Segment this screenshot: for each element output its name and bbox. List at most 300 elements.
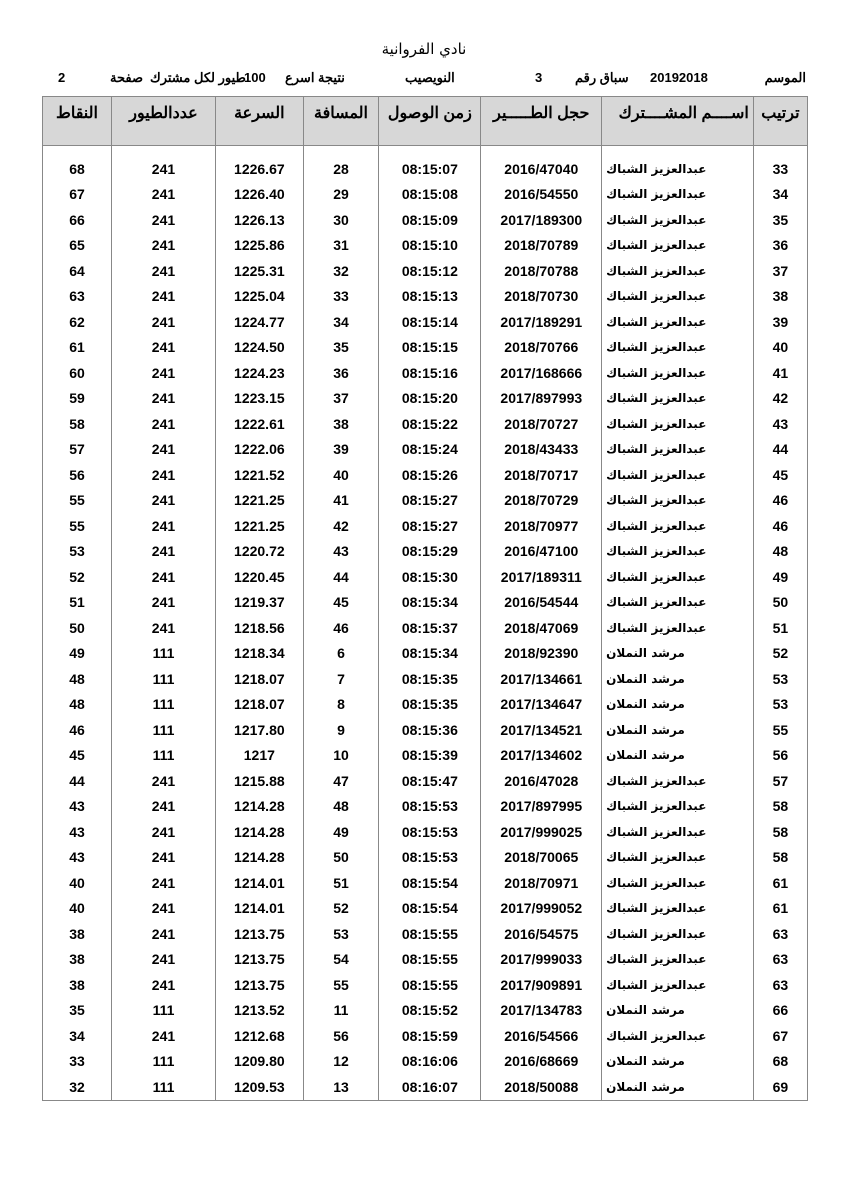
cell-rank: 41 [753, 360, 807, 386]
cell-points: 50 [43, 615, 112, 641]
cell-time: 08:15:39 [379, 743, 481, 769]
cell-speed: 1214.28 [215, 819, 303, 845]
cell-points: 33 [43, 1049, 112, 1075]
cell-time: 08:15:10 [379, 233, 481, 259]
cell-speed: 1214.01 [215, 870, 303, 896]
cell-distance: 29 [303, 182, 379, 208]
cell-ring: 2017/134647 [481, 692, 602, 718]
cell-name: عبدالعزيز الشباك [602, 386, 754, 412]
table-row [43, 615, 808, 641]
cell-birds: 241 [112, 590, 216, 616]
cell-name: عبدالعزيز الشباك [602, 488, 754, 514]
cell-points: 44 [43, 768, 112, 794]
cell-points: 57 [43, 437, 112, 463]
table-row [43, 233, 808, 259]
cell-speed: 1225.86 [215, 233, 303, 259]
cell-rank: 61 [753, 896, 807, 922]
table-row [43, 998, 808, 1024]
cell-ring: 2016/47040 [481, 156, 602, 182]
cell-rank: 46 [753, 488, 807, 514]
cell-birds: 241 [112, 156, 216, 182]
cell-name: مرشد النملان [602, 717, 754, 743]
cell-points: 67 [43, 182, 112, 208]
cell-time: 08:15:13 [379, 284, 481, 310]
cell-speed: 1214.28 [215, 845, 303, 871]
cell-ring: 2017/189291 [481, 309, 602, 335]
cell-distance: 9 [303, 717, 379, 743]
cell-distance: 39 [303, 437, 379, 463]
cell-speed: 1225.31 [215, 258, 303, 284]
cell-rank: 57 [753, 768, 807, 794]
table-row [43, 870, 808, 896]
cell-ring: 2017/897993 [481, 386, 602, 412]
cell-rank: 68 [753, 1049, 807, 1075]
cell-points: 68 [43, 156, 112, 182]
cell-birds: 241 [112, 539, 216, 565]
cell-points: 43 [43, 794, 112, 820]
cell-distance: 47 [303, 768, 379, 794]
cell-rank: 52 [753, 641, 807, 667]
table-row [43, 437, 808, 463]
table-row [43, 1049, 808, 1075]
cell-distance: 32 [303, 258, 379, 284]
cell-rank: 35 [753, 207, 807, 233]
cell-points: 38 [43, 921, 112, 947]
cell-distance: 35 [303, 335, 379, 361]
table-row [43, 156, 808, 182]
cell-speed: 1213.52 [215, 998, 303, 1024]
cell-birds: 241 [112, 411, 216, 437]
cell-speed: 1212.68 [215, 1023, 303, 1049]
cell-name: مرشد النملان [602, 641, 754, 667]
cell-name: مرشد النملان [602, 1049, 754, 1075]
cell-time: 08:15:12 [379, 258, 481, 284]
cell-speed: 1220.45 [215, 564, 303, 590]
cell-rank: 66 [753, 998, 807, 1024]
cell-time: 08:15:59 [379, 1023, 481, 1049]
cell-birds: 241 [112, 896, 216, 922]
cell-ring: 2017/897995 [481, 794, 602, 820]
table-row [43, 692, 808, 718]
race-location: النويصيب [405, 70, 455, 85]
table-row [43, 972, 808, 998]
cell-ring: 2018/92390 [481, 641, 602, 667]
table-row [43, 513, 808, 539]
cell-rank: 55 [753, 717, 807, 743]
cell-birds: 111 [112, 692, 216, 718]
table-row [43, 360, 808, 386]
cell-birds: 111 [112, 743, 216, 769]
cell-rank: 50 [753, 590, 807, 616]
cell-distance: 10 [303, 743, 379, 769]
cell-speed: 1218.07 [215, 666, 303, 692]
cell-ring: 2018/70065 [481, 845, 602, 871]
cell-time: 08:15:20 [379, 386, 481, 412]
cell-distance: 33 [303, 284, 379, 310]
cell-speed: 1213.75 [215, 972, 303, 998]
cell-birds: 241 [112, 819, 216, 845]
cell-distance: 52 [303, 896, 379, 922]
cell-points: 61 [43, 335, 112, 361]
cell-time: 08:15:34 [379, 590, 481, 616]
cell-speed: 1225.04 [215, 284, 303, 310]
cell-distance: 42 [303, 513, 379, 539]
cell-rank: 58 [753, 819, 807, 845]
table-row [43, 947, 808, 973]
cell-time: 08:16:06 [379, 1049, 481, 1075]
cell-points: 58 [43, 411, 112, 437]
cell-rank: 43 [753, 411, 807, 437]
cell-rank: 38 [753, 284, 807, 310]
cell-rank: 39 [753, 309, 807, 335]
cell-points: 64 [43, 258, 112, 284]
cell-rank: 69 [753, 1074, 807, 1100]
cell-name: عبدالعزيز الشباك [602, 437, 754, 463]
cell-points: 48 [43, 666, 112, 692]
cell-points: 38 [43, 947, 112, 973]
table-row [43, 794, 808, 820]
cell-points: 48 [43, 692, 112, 718]
cell-speed: 1213.75 [215, 921, 303, 947]
cell-distance: 11 [303, 998, 379, 1024]
cell-points: 35 [43, 998, 112, 1024]
cell-speed: 1220.72 [215, 539, 303, 565]
col-rank-header: ترتيب [753, 97, 807, 146]
cell-birds: 111 [112, 998, 216, 1024]
cell-speed: 1218.34 [215, 641, 303, 667]
cell-points: 53 [43, 539, 112, 565]
cell-birds: 241 [112, 845, 216, 871]
cell-speed: 1224.77 [215, 309, 303, 335]
cell-distance: 40 [303, 462, 379, 488]
cell-name: عبدالعزيز الشباك [602, 768, 754, 794]
cell-ring: 2018/50088 [481, 1074, 602, 1100]
cell-birds: 241 [112, 233, 216, 259]
cell-distance: 44 [303, 564, 379, 590]
cell-name: عبدالعزيز الشباك [602, 539, 754, 565]
cell-points: 49 [43, 641, 112, 667]
cell-rank: 45 [753, 462, 807, 488]
cell-rank: 58 [753, 794, 807, 820]
cell-name: عبدالعزيز الشباك [602, 921, 754, 947]
cell-speed: 1223.15 [215, 386, 303, 412]
cell-distance: 31 [303, 233, 379, 259]
cell-ring: 2017/134521 [481, 717, 602, 743]
cell-time: 08:15:27 [379, 513, 481, 539]
cell-name: مرشد النملان [602, 1074, 754, 1100]
table-row [43, 411, 808, 437]
cell-time: 08:15:35 [379, 666, 481, 692]
cell-time: 08:15:54 [379, 870, 481, 896]
club-name: نادي الفروانية [381, 40, 467, 58]
cell-rank: 46 [753, 513, 807, 539]
cell-time: 08:15:22 [379, 411, 481, 437]
cell-birds: 111 [112, 1074, 216, 1100]
cell-speed: 1222.06 [215, 437, 303, 463]
cell-name: عبدالعزيز الشباك [602, 233, 754, 259]
cell-speed: 1224.23 [215, 360, 303, 386]
cell-name: عبدالعزيز الشباك [602, 870, 754, 896]
cell-rank: 63 [753, 921, 807, 947]
cell-name: عبدالعزيز الشباك [602, 896, 754, 922]
cell-birds: 111 [112, 641, 216, 667]
cell-rank: 36 [753, 233, 807, 259]
cell-birds: 241 [112, 615, 216, 641]
cell-rank: 63 [753, 972, 807, 998]
cell-ring: 2018/70766 [481, 335, 602, 361]
table-row [43, 717, 808, 743]
col-birds-header: عددالطيور [112, 97, 216, 146]
cell-speed: 1214.28 [215, 794, 303, 820]
col-ring-header: حجل الطـــــير [481, 97, 602, 146]
cell-speed: 1217 [215, 743, 303, 769]
table-body [43, 146, 808, 1101]
table-row [43, 666, 808, 692]
season-label: الموسم [764, 70, 806, 85]
cell-name: عبدالعزيز الشباك [602, 947, 754, 973]
cell-time: 08:15:47 [379, 768, 481, 794]
cell-speed: 1221.25 [215, 513, 303, 539]
table-row [43, 845, 808, 871]
cell-distance: 12 [303, 1049, 379, 1075]
cell-time: 08:15:08 [379, 182, 481, 208]
table-row [43, 1023, 808, 1049]
cell-distance: 48 [303, 794, 379, 820]
cell-birds: 241 [112, 921, 216, 947]
cell-birds: 241 [112, 386, 216, 412]
cell-name: مرشد النملان [602, 666, 754, 692]
col-time-header: زمن الوصول [379, 97, 481, 146]
cell-birds: 241 [112, 207, 216, 233]
cell-points: 32 [43, 1074, 112, 1100]
cell-rank: 61 [753, 870, 807, 896]
cell-distance: 6 [303, 641, 379, 667]
cell-time: 08:15:36 [379, 717, 481, 743]
cell-name: عبدالعزيز الشباك [602, 794, 754, 820]
cell-time: 08:16:07 [379, 1074, 481, 1100]
cell-name: عبدالعزيز الشباك [602, 284, 754, 310]
cell-birds: 241 [112, 488, 216, 514]
cell-birds: 241 [112, 513, 216, 539]
cell-points: 63 [43, 284, 112, 310]
cell-time: 08:15:30 [379, 564, 481, 590]
cell-distance: 7 [303, 666, 379, 692]
cell-time: 08:15:15 [379, 335, 481, 361]
table-row [43, 207, 808, 233]
table-row [43, 335, 808, 361]
cell-distance: 13 [303, 1074, 379, 1100]
cell-birds: 111 [112, 666, 216, 692]
col-speed-header: السرعة [215, 97, 303, 146]
cell-name: عبدالعزيز الشباك [602, 258, 754, 284]
cell-birds: 241 [112, 947, 216, 973]
cell-birds: 241 [112, 794, 216, 820]
table-spacer-row [43, 146, 808, 157]
cell-name: عبدالعزيز الشباك [602, 972, 754, 998]
cell-distance: 34 [303, 309, 379, 335]
cell-ring: 2018/70727 [481, 411, 602, 437]
cell-speed: 1217.80 [215, 717, 303, 743]
cell-name: مرشد النملان [602, 998, 754, 1024]
table-row [43, 386, 808, 412]
cell-ring: 2017/189311 [481, 564, 602, 590]
cell-ring: 2017/909891 [481, 972, 602, 998]
cell-points: 56 [43, 462, 112, 488]
cell-name: عبدالعزيز الشباك [602, 590, 754, 616]
cell-distance: 8 [303, 692, 379, 718]
cell-name: عبدالعزيز الشباك [602, 513, 754, 539]
col-distance-header: المسافة [303, 97, 379, 146]
cell-birds: 241 [112, 870, 216, 896]
cell-distance: 45 [303, 590, 379, 616]
cell-name: عبدالعزيز الشباك [602, 819, 754, 845]
cell-points: 40 [43, 870, 112, 896]
cell-distance: 53 [303, 921, 379, 947]
cell-speed: 1226.13 [215, 207, 303, 233]
cell-name: عبدالعزيز الشباك [602, 360, 754, 386]
cell-time: 08:15:27 [379, 488, 481, 514]
cell-distance: 56 [303, 1023, 379, 1049]
cell-points: 45 [43, 743, 112, 769]
cell-speed: 1222.61 [215, 411, 303, 437]
results-table [42, 96, 808, 1101]
cell-name: عبدالعزيز الشباك [602, 564, 754, 590]
cell-ring: 2018/47069 [481, 615, 602, 641]
cell-ring: 2018/70730 [481, 284, 602, 310]
cell-speed: 1221.52 [215, 462, 303, 488]
cell-points: 46 [43, 717, 112, 743]
cell-rank: 53 [753, 666, 807, 692]
cell-birds: 241 [112, 335, 216, 361]
cell-time: 08:15:34 [379, 641, 481, 667]
cell-birds: 241 [112, 972, 216, 998]
fastest-count: 100 [244, 70, 266, 85]
cell-ring: 2018/70717 [481, 462, 602, 488]
cell-speed: 1215.88 [215, 768, 303, 794]
cell-name: عبدالعزيز الشباك [602, 156, 754, 182]
cell-ring: 2016/68669 [481, 1049, 602, 1075]
cell-time: 08:15:16 [379, 360, 481, 386]
cell-birds: 241 [112, 360, 216, 386]
cell-points: 34 [43, 1023, 112, 1049]
cell-points: 62 [43, 309, 112, 335]
cell-speed: 1224.50 [215, 335, 303, 361]
cell-speed: 1221.25 [215, 488, 303, 514]
race-number: 3 [535, 70, 543, 85]
col-name-header: اســــم المشــــترك [602, 97, 754, 146]
cell-speed: 1226.67 [215, 156, 303, 182]
cell-time: 08:15:53 [379, 819, 481, 845]
cell-ring: 2016/54544 [481, 590, 602, 616]
cell-birds: 241 [112, 182, 216, 208]
cell-name: عبدالعزيز الشباك [602, 845, 754, 871]
cell-distance: 37 [303, 386, 379, 412]
cell-time: 08:15:54 [379, 896, 481, 922]
cell-birds: 241 [112, 768, 216, 794]
cell-name: مرشد النملان [602, 692, 754, 718]
cell-points: 52 [43, 564, 112, 590]
cell-ring: 2018/70789 [481, 233, 602, 259]
cell-points: 55 [43, 513, 112, 539]
cell-rank: 58 [753, 845, 807, 871]
cell-name: عبدالعزيز الشباك [602, 309, 754, 335]
table-row [43, 743, 808, 769]
cell-points: 43 [43, 819, 112, 845]
cell-rank: 67 [753, 1023, 807, 1049]
cell-distance: 41 [303, 488, 379, 514]
table-row [43, 182, 808, 208]
cell-speed: 1214.01 [215, 896, 303, 922]
cell-ring: 2017/168666 [481, 360, 602, 386]
cell-ring: 2017/134783 [481, 998, 602, 1024]
cell-name: عبدالعزيز الشباك [602, 411, 754, 437]
cell-rank: 40 [753, 335, 807, 361]
cell-distance: 36 [303, 360, 379, 386]
cell-name: عبدالعزيز الشباك [602, 462, 754, 488]
cell-birds: 241 [112, 1023, 216, 1049]
cell-distance: 30 [303, 207, 379, 233]
cell-time: 08:15:09 [379, 207, 481, 233]
cell-points: 43 [43, 845, 112, 871]
cell-rank: 49 [753, 564, 807, 590]
cell-birds: 111 [112, 717, 216, 743]
cell-speed: 1218.56 [215, 615, 303, 641]
cell-speed: 1219.37 [215, 590, 303, 616]
cell-ring: 2017/999025 [481, 819, 602, 845]
cell-birds: 241 [112, 462, 216, 488]
cell-rank: 51 [753, 615, 807, 641]
table-row [43, 258, 808, 284]
cell-rank: 44 [753, 437, 807, 463]
cell-name: مرشد النملان [602, 743, 754, 769]
cell-points: 60 [43, 360, 112, 386]
table-row [43, 284, 808, 310]
cell-rank: 34 [753, 182, 807, 208]
cell-rank: 53 [753, 692, 807, 718]
cell-rank: 56 [753, 743, 807, 769]
cell-rank: 48 [753, 539, 807, 565]
cell-name: عبدالعزيز الشباك [602, 615, 754, 641]
cell-birds: 241 [112, 258, 216, 284]
table-row [43, 564, 808, 590]
cell-name: عبدالعزيز الشباك [602, 182, 754, 208]
table-row [43, 921, 808, 947]
cell-ring: 2018/70788 [481, 258, 602, 284]
cell-points: 51 [43, 590, 112, 616]
cell-points: 66 [43, 207, 112, 233]
cell-speed: 1213.75 [215, 947, 303, 973]
cell-distance: 38 [303, 411, 379, 437]
table-row [43, 462, 808, 488]
table-row [43, 641, 808, 667]
table-row [43, 488, 808, 514]
cell-ring: 2016/54566 [481, 1023, 602, 1049]
cell-time: 08:15:24 [379, 437, 481, 463]
cell-speed: 1209.53 [215, 1074, 303, 1100]
cell-ring: 2018/43433 [481, 437, 602, 463]
table-row [43, 819, 808, 845]
cell-ring: 2017/999033 [481, 947, 602, 973]
cell-speed: 1226.40 [215, 182, 303, 208]
table-row [43, 1074, 808, 1100]
cell-distance: 43 [303, 539, 379, 565]
cell-birds: 241 [112, 564, 216, 590]
cell-speed: 1209.80 [215, 1049, 303, 1075]
cell-rank: 42 [753, 386, 807, 412]
col-points-header: النقاط [43, 97, 112, 146]
cell-distance: 49 [303, 819, 379, 845]
cell-name: عبدالعزيز الشباك [602, 207, 754, 233]
